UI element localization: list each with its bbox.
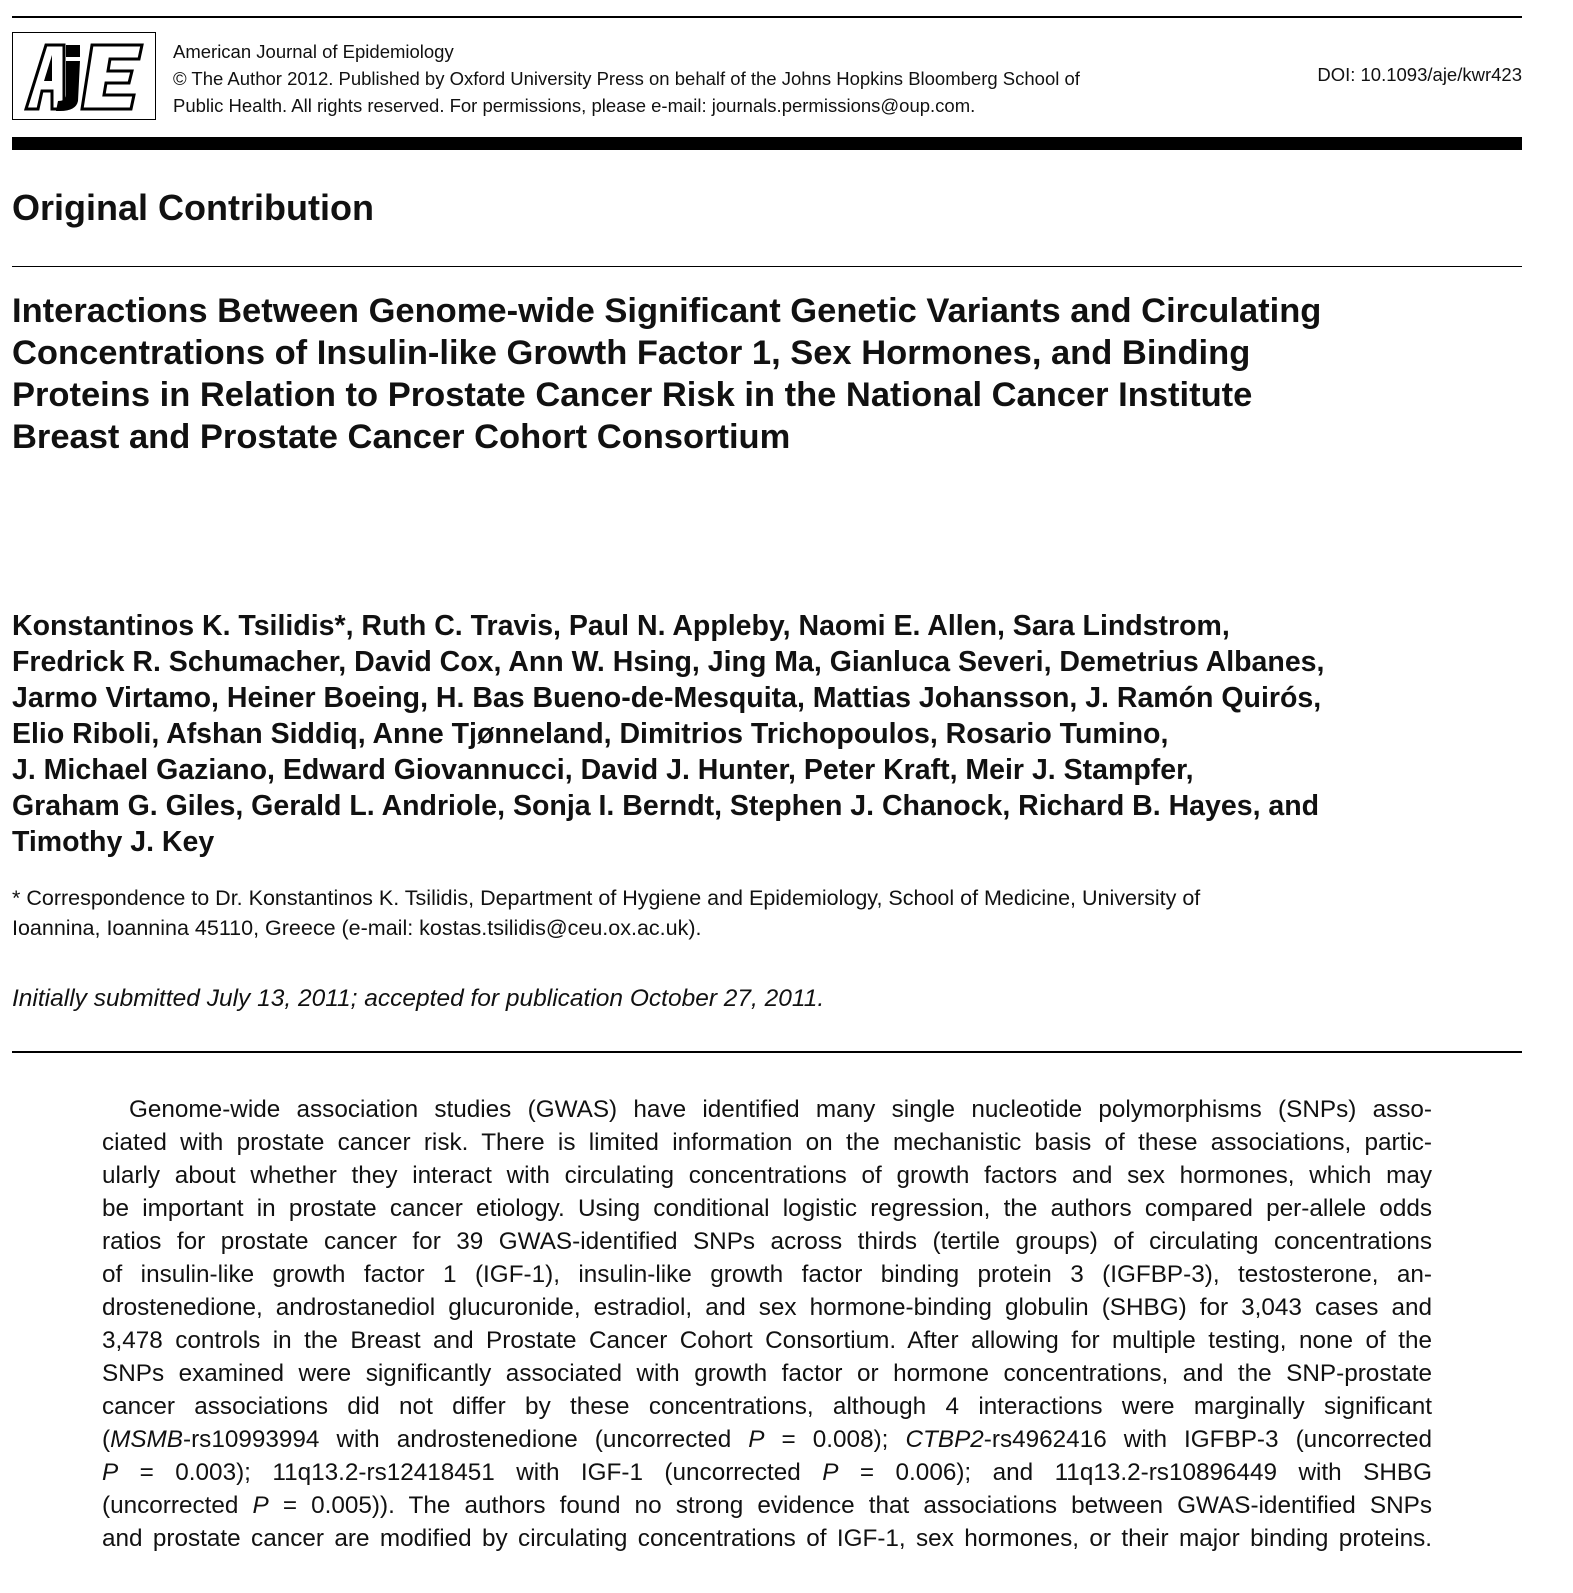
correspondence-note [12,883,1492,943]
abstract-line: 3,478 controls in the Breast and Prostate Cancer Cohort Consortium. After allowing for multiple testing, none of the [102,1327,1432,1354]
abstract-text: = 0.006); and 11q13.2-rs10896449 with SHBG [838,1459,1432,1486]
submission-history: Initially submitted July 13, 2011; accepted for publication October 27, 2011. [12,985,825,1012]
correspondence-line: * Correspondence to Dr. Konstantinos K. Tsilidis, Department of Hygiene and Epidemiology, School of Medicine, University of [12,886,1201,910]
journal-meta [173,38,1080,119]
title-line: Interactions Between Genome-wide Significant Genetic Variants and Circulating [12,292,1322,330]
title-line: Concentrations of Insulin-like Growth Factor 1, Sex Hormones, and Binding [12,334,1251,372]
header-thick-rule [12,137,1522,150]
p-symbol: P [102,1459,119,1486]
abstract-line: of insulin-like growth factor 1 (IGF-1), insulin-like growth factor binding protein 3 (IGFBP-3), testosterone, an- [102,1261,1432,1288]
title-line: Breast and Prostate Cancer Cohort Consortium [12,418,791,456]
abstract-line: and prostate cancer are modified by circulating concentrations of IGF-1, sex hormones, or their major binding proteins. [102,1525,1432,1552]
p-symbol: P [252,1492,269,1519]
author-line: Elio Riboli, Afshan Siddiq, Anne Tjønneland, Dimitrios Trichopoulos, Rosario Tumino, [12,718,1169,750]
abstract-line [102,1489,1432,1522]
gene-name: CTBP2 [905,1426,984,1453]
author-line: Graham G. Giles, Gerald L. Andriole, Sonja I. Berndt, Stephen J. Chanock, Richard B. Hayes, and [12,790,1320,822]
journal-logo [12,32,156,120]
article-title [12,290,1492,458]
abstract-line: SNPs examined were significantly associated with growth factor or hormone concentrations, and the SNP-prostate [102,1360,1432,1387]
abstract-line: ciated with prostate cancer risk. There is limited information on the mechanistic basis of these associations, partic- [102,1129,1432,1156]
copyright-line: © The Author 2012. Published by Oxford University Press on behalf of the Johns Hopkins Bloomberg School of [173,68,1080,89]
title-rule [12,266,1522,267]
correspondence-line: Ioannina, Ioannina 45110, Greece (e-mail: kostas.tsilidis@ceu.ox.ac.uk). [12,916,702,940]
abstract-text: = 0.008); [764,1426,906,1453]
abstract-text: = 0.005)). The authors found no strong evidence that associations between GWAS-identified SNPs [268,1492,1432,1519]
abstract-line [102,1456,1432,1489]
abstract-text: = 0.003); 11q13.2-rs12418451 with IGF-1 (uncorrected [118,1459,823,1486]
doi-label: DOI: 10.1093/aje/kwr423 [1317,64,1522,85]
author-line: Timothy J. Key [12,826,215,858]
abstract-text: -rs4962416 with IGFBP-3 (uncorrected [983,1426,1432,1453]
abstract-rule [12,1051,1522,1053]
author-line: Konstantinos K. Tsilidis*, Ruth C. Travis, Paul N. Appleby, Naomi E. Allen, Sara Lindstrom, [12,610,1230,642]
author-list [12,608,1492,860]
abstract-line [102,1423,1432,1456]
abstract-text: -rs10993994 with androstenedione (uncorrected [182,1426,749,1453]
author-line: Fredrick R. Schumacher, David Cox, Ann W. Hsing, Jing Ma, Gianluca Severi, Demetrius Albanes, [12,646,1325,678]
permissions-line: Public Health. All rights reserved. For permissions, please e-mail: journals.permissions@oup.com. [173,95,976,116]
abstract [102,1093,1432,1555]
abstract-line: ratios for prostate cancer for 39 GWAS-identified SNPs across thirds (tertile groups) of circulating concentrations [102,1228,1432,1255]
title-line: Proteins in Relation to Prostate Cancer Risk in the National Cancer Institute [12,376,1253,414]
abstract-line: ularly about whether they interact with circulating concentrations of growth factors and sex hormones, which may [102,1162,1432,1189]
abstract-text: ( [102,1426,111,1453]
p-symbol: P [822,1459,839,1486]
abstract-line: be important in prostate cancer etiology. Using conditional logistic regression, the authors compared per-allele odds [102,1195,1432,1222]
section-label: Original Contribution [12,187,374,228]
abstract-line: Genome-wide association studies (GWAS) have identified many single nucleotide polymorphisms (SNPs) asso- [129,1096,1432,1123]
p-symbol: P [748,1426,765,1453]
journal-name: American Journal of Epidemiology [173,41,454,62]
abstract-line: cancer associations did not differ by these concentrations, although 4 interactions were marginally significant [102,1393,1432,1420]
abstract-line: drostenedione, androstanediol glucuronide, estradiol, and sex hormone-binding globulin (SHBG) for 3,043 cases and [102,1294,1432,1321]
author-line: Jarmo Virtamo, Heiner Boeing, H. Bas Bueno-de-Mesquita, Mattias Johansson, J. Ramón Quirós, [12,682,1322,714]
top-rule [12,16,1522,18]
aje-logo-icon [20,39,148,113]
abstract-text: (uncorrected [102,1492,253,1519]
gene-name: MSMB [110,1426,183,1453]
author-line: J. Michael Gaziano, Edward Giovannucci, David J. Hunter, Peter Kraft, Meir J. Stampfer, [12,754,1194,786]
